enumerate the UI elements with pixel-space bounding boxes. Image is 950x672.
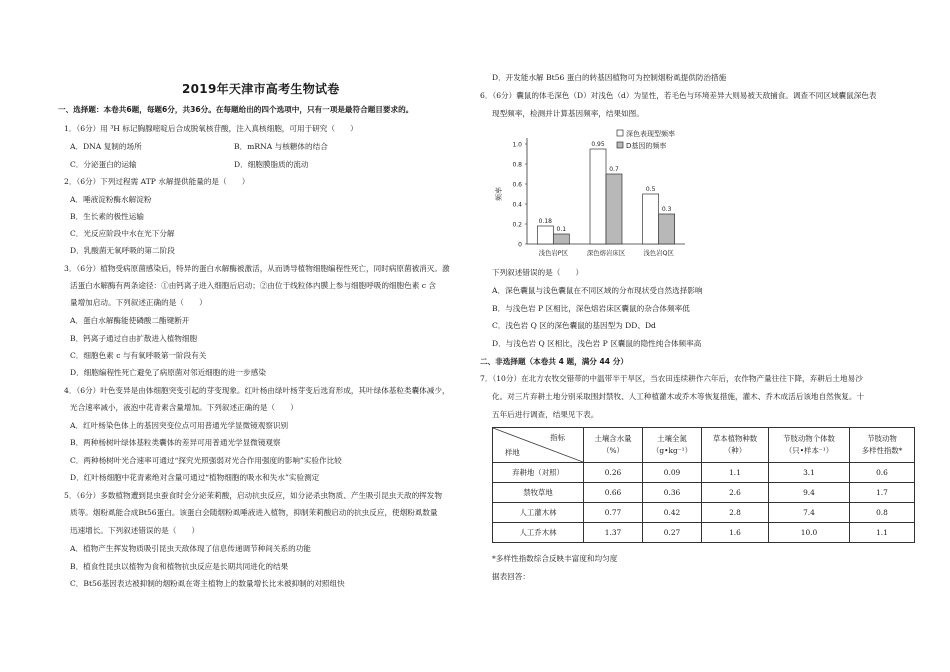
y-tick-label: 0 xyxy=(518,241,522,249)
paper-title: 2019年天津市高考生物试卷 xyxy=(182,82,340,96)
y-tick-label: 0.6 xyxy=(512,181,522,189)
y-axis-label: 频率 xyxy=(495,187,503,201)
header-herb-species: 草本植物种数 （种） xyxy=(702,428,769,463)
bar-gene-2 xyxy=(659,214,675,244)
q6-stem-1: 6．（6分）囊鼠的体毛深色（D）对浅色（d）为显性，若毛色与环境差异大则易被天敌捕食。调查不同区域囊鼠深色表 xyxy=(480,91,877,100)
q4-option-b: B．两种杨树叶绿体基粒类囊体的差异可用普通光学显微镜观察 xyxy=(70,438,281,447)
header-arthropod-count: 节肢动物个体数 （只•样本⁻¹） xyxy=(769,428,850,463)
q7-footnote: *多样性指数综合反映丰富度和均匀度 xyxy=(492,554,618,563)
table-row: 弃耕地（对照） 0.26 0.09 1.1 3.1 0.6 xyxy=(493,463,915,483)
q4-stem-2: 光合速率减小，液泡中花青素含量增加。下列叙述正确的是（ ） xyxy=(70,403,298,412)
header-nitrogen: 土壤全氮 （g•kg⁻¹） xyxy=(643,428,702,463)
gene-frequency-chart xyxy=(493,126,743,268)
table-corner-cell xyxy=(493,428,584,463)
bar-phenotype-2 xyxy=(643,194,659,244)
q7-stem-3: 五年后进行调查，结果见下表。 xyxy=(492,410,599,419)
q5-option-c: C．Bt56基因表达被抑制的烟粉虱在寄主植物上的数量增长比未被抑制的对照组快 xyxy=(70,579,345,588)
y-tick-label: 0.8 xyxy=(512,161,522,169)
table-row: 禁牧草地 0.66 0.36 2.6 9.4 1.7 xyxy=(493,483,915,503)
table-row: 人工灌木林 0.77 0.42 2.8 7.4 0.8 xyxy=(493,503,915,523)
q1-option-a: A．DNA 复制的场所 xyxy=(70,142,142,151)
legend-swatch-0 xyxy=(617,130,623,136)
q5-stem-1: 5．（6分）多数植物遭到昆虫蚕食时会分泌茉莉酸，启动抗虫反应，如分泌杀虫物质、产生吸引昆虫天敌的挥发物 xyxy=(64,491,442,500)
q1-stem: 1．（6分）用 ³H 标记胸腺嘧啶后合成脱氧核苷酸，注入真核细胞，可用于研究（ ） xyxy=(64,124,358,133)
header-arthropod-diversity: 节肢动物 多样性指数* xyxy=(850,428,915,463)
bar-gene-1 xyxy=(606,174,622,244)
q1-option-b: B．mRNA 与核糖体的结合 xyxy=(234,142,328,151)
q3-option-a: A．蛋白水解酶能使磷酸二酯键断开 xyxy=(70,316,190,325)
q7-stem-1: 7．（10分）在北方农牧交错带的中温带半干旱区，当农田连续耕作六年后，农作物产量往往下降，弃耕后土地易沙 xyxy=(480,374,863,383)
q2-stem: 2．（6分）下列过程需 ATP 水解提供能量的是（ ） xyxy=(64,177,250,186)
x-tick-label: 深色熔岩床区 xyxy=(586,249,626,257)
q1-option-d: D．细胞膜脂质的流动 xyxy=(234,160,309,169)
q1-option-c: C．分泌蛋白的运输 xyxy=(70,160,137,169)
corner-top-label: 指标 xyxy=(550,433,565,442)
x-tick-label: 浅色岩Q区 xyxy=(643,249,674,257)
bar-phenotype-1 xyxy=(590,149,606,244)
q6-stem-2: 现型频率，检测并计算基因频率，结果如图。 xyxy=(492,109,644,118)
q6-option-b: B．与浅色岩 P 区相比，深色熔岩床区囊鼠的杂合体频率低 xyxy=(492,304,690,313)
q3-option-c: C．细胞色素 c 与有氧呼吸第一阶段有关 xyxy=(70,351,207,360)
y-tick-label: 0.4 xyxy=(512,201,522,209)
legend-label-0: 深色表现型频率 xyxy=(626,130,675,138)
bar-phenotype-0 xyxy=(537,226,553,244)
q5-stem-3: 迅速增长。下列叙述错误的是（ ） xyxy=(70,526,200,535)
q6-option-a: A．深色囊鼠与浅色囊鼠在不同区域的分布现状受自然选择影响 xyxy=(492,286,703,295)
q3-option-d: D．细胞编程性死亡避免了病原菌对邻近细胞的进一步感染 xyxy=(70,368,266,377)
bar-value-label: 0.7 xyxy=(609,166,619,173)
q4-stem-1: 4．（6分）叶色变异是由体细胞突变引起的芽变现象。红叶杨由绿叶杨芽变后选育形成，其叶绿体基粒类囊体减少， xyxy=(64,386,450,395)
x-tick-label: 浅色岩P区 xyxy=(538,249,569,257)
q6-option-c: C．浅色岩 Q 区的深色囊鼠的基因型为 DD、Dd xyxy=(492,321,656,330)
q5-option-b: B．植食性昆虫以植物为食和植物抗虫反应是长期共同进化的结果 xyxy=(70,562,289,571)
q5-stem-2: 质等。烟粉虱能合成Bt56蛋白。该蛋白会随烟粉虱唾液进入植物，抑制茉莉酸启动的抗虫反应，使烟粉虱数量 xyxy=(70,508,438,517)
q3-option-b: B．钙离子通过自由扩散进入植物细胞 xyxy=(70,334,198,343)
legend-swatch-1 xyxy=(617,142,623,148)
q3-stem-3: 量增加启动。下列叙述正确的是（ ） xyxy=(70,298,207,307)
table-header-row xyxy=(493,428,915,463)
q3-stem-1: 3．（6分）植物受病原菌感染后，特异的蛋白水解酶被激活，从而诱导植物细胞编程性死亡，同时病原菌被消灭。激 xyxy=(64,264,450,273)
q3-stem-2: 活蛋白水解酶有两条途径：①由钙离子进入细胞后启动；②由位于线粒体内膜上参与细胞呼吸的细胞色素 c 含 xyxy=(70,281,436,290)
q2-option-c: C．光反应阶段中水在光下分解 xyxy=(70,229,175,238)
q7-stem-2: 化。对三片弃耕土地分别采取围封禁牧、人工种植灌木或乔木等恢复措施，灌木、乔木成活后该地自然恢复。十 xyxy=(492,392,865,401)
q4-option-a: A．红叶杨染色体上的基因突变位点可用普通光学显微镜观察识别 xyxy=(70,421,289,430)
q6-option-d: D．与浅色岩 Q 区相比，浅色岩 P 区囊鼠的隐性纯合体频率高 xyxy=(492,339,702,348)
q5-option-a: A．植物产生挥发物质吸引昆虫天敌体现了信息传递调节种间关系的功能 xyxy=(70,544,311,553)
q4-option-d: D．红叶杨细胞中花青素绝对含量可通过“植物细胞的吸水和失水”实验测定 xyxy=(70,473,320,482)
bar-value-label: 0.5 xyxy=(645,186,656,193)
q2-option-b: B．生长素的极性运输 xyxy=(70,212,144,221)
table-row: 人工乔木林 1.37 0.27 1.6 10.0 1.1 xyxy=(493,523,915,543)
bar-value-label: 0.3 xyxy=(661,206,672,213)
bar-value-label: 0.18 xyxy=(538,218,553,225)
q6-after-chart: 下列叙述错误的是（ ） xyxy=(492,268,584,277)
bar-value-label: 0.1 xyxy=(556,226,567,233)
header-water: 土壤含水量 （%） xyxy=(584,428,643,463)
q7-after-table: 据表回答： xyxy=(492,572,530,581)
y-tick-label: 0.2 xyxy=(512,221,522,229)
survey-table xyxy=(492,427,915,543)
legend-label-1: D基因的频率 xyxy=(626,142,667,150)
q5-option-d: D．开发能水解 Bt56 蛋白的转基因植物可为控制烟粉虱提供防治措施 xyxy=(492,73,727,82)
corner-bottom-label: 样地 xyxy=(505,448,520,457)
q2-option-d: D．乳酸菌无氧呼吸的第二阶段 xyxy=(70,246,175,255)
section2-header: 二、非选择题（本卷共 4 题，满分 44 分） xyxy=(480,357,628,366)
y-tick-label: 1.0 xyxy=(512,141,522,149)
section1-header: 一、选择题：本卷共6题，每题6分，共36分。在每题给出的四个选项中，只有一项是最符合题目要求的。 xyxy=(58,105,414,114)
bar-value-label: 0.95 xyxy=(591,141,605,148)
q2-option-a: A．唾液淀粉酶水解淀粉 xyxy=(70,195,152,204)
q4-option-c: C．两种杨树叶光合速率可通过“探究光照强弱对光合作用强度的影响”实验作比较 xyxy=(70,456,342,465)
bar-gene-0 xyxy=(553,234,569,244)
